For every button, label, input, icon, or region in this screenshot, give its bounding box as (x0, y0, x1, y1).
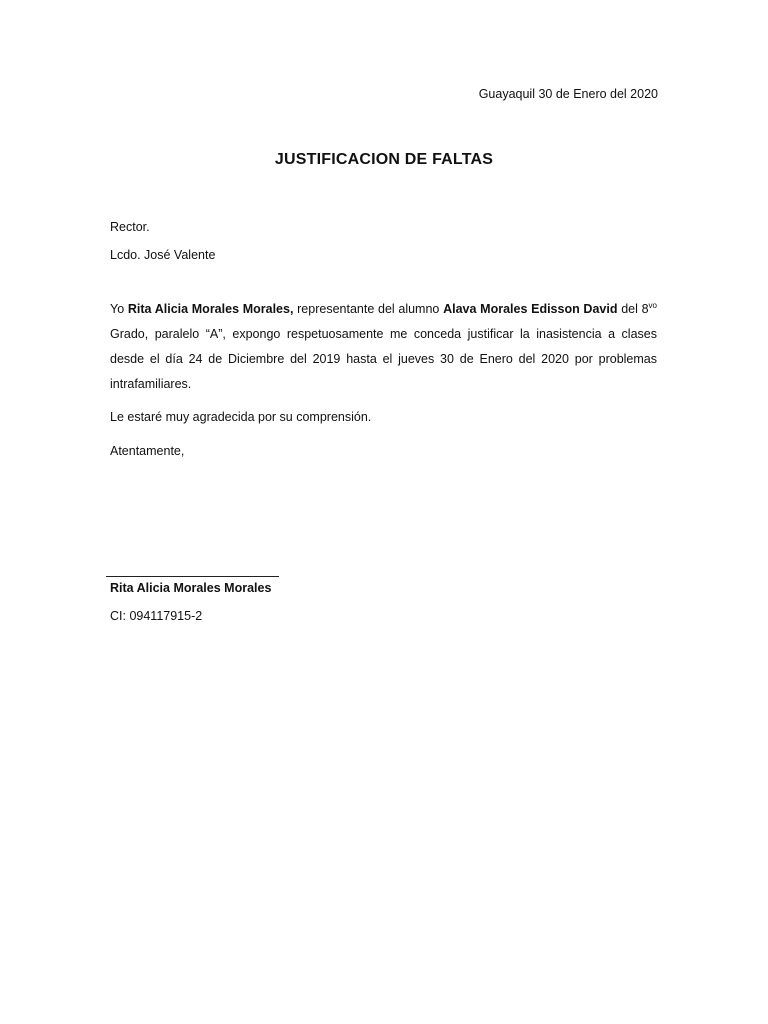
body-middle: representante del alumno (293, 302, 444, 316)
parent-name: Rita Alicia Morales Morales, (127, 302, 294, 316)
student-name: Alava Morales Edisson David (443, 302, 618, 316)
signer-name: Rita Alicia Morales Morales (110, 581, 272, 595)
signer-id: CI: 094117915-2 (110, 609, 203, 623)
recipient-name: Lcdo. José Valente (110, 248, 216, 262)
date-line: Guayaquil 30 de Enero del 2020 (478, 87, 658, 101)
body-rest: Grado, paralelo “A”, expongo respetuosamente me conceda justificar la inasistencia a clases desde el día 24 de Diciembre del 2019 hasta el jueves 30 de Enero del 2020 por problemas intrafamiliares. (110, 327, 657, 391)
gratitude-line: Le estaré muy agradecida por su comprensión. (110, 410, 372, 424)
closing-line: Atentamente, (110, 444, 185, 458)
body-paragraph (110, 297, 657, 397)
letter-title: JUSTIFICACION DE FALTAS (274, 151, 494, 168)
body-intro: Yo (110, 302, 128, 316)
grade-prefix: del 8 (617, 302, 649, 316)
recipient-role: Rector. (110, 220, 150, 234)
grade-suffix: vo (648, 300, 657, 310)
signature-line (106, 576, 279, 577)
